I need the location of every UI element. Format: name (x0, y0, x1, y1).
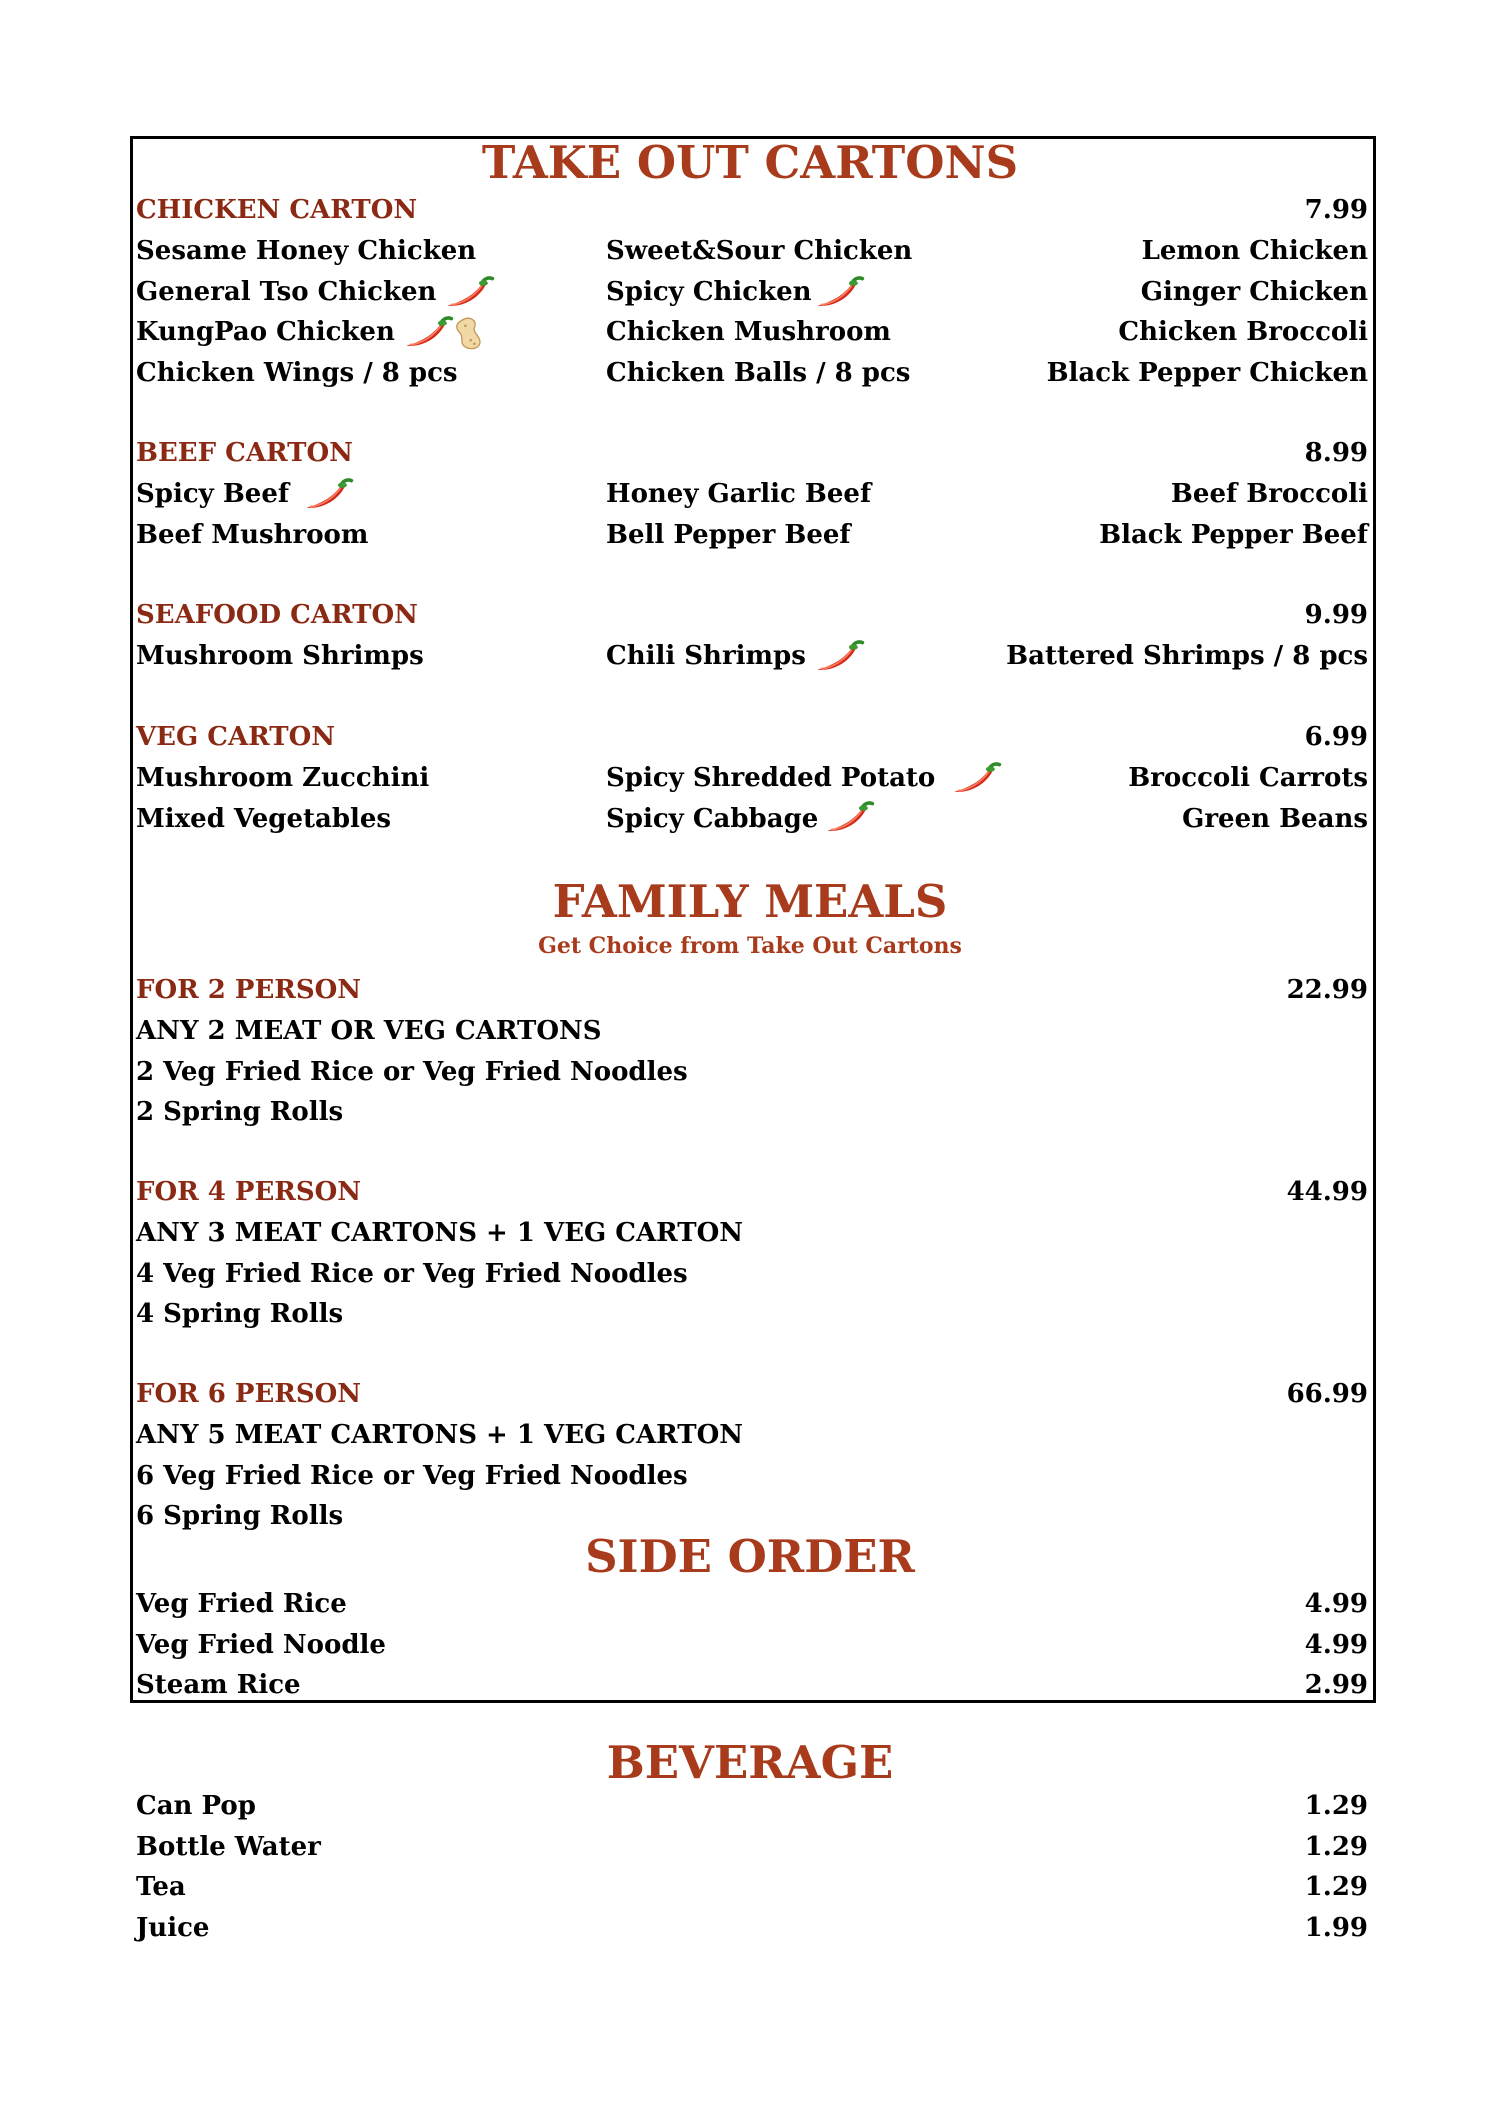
menu-item: Broccoli Carrots (1128, 763, 1368, 793)
beverage-item-price: 1.29 (1304, 1791, 1368, 1821)
family-6-label: FOR 6 PERSON (136, 1379, 362, 1409)
side-item-price: 2.99 (1304, 1670, 1368, 1700)
meal-line: 2 Spring Rolls (136, 1097, 344, 1127)
menu-item: Sesame Honey Chicken (136, 236, 477, 266)
meal-line: ANY 2 MEAT OR VEG CARTONS (136, 1016, 602, 1046)
menu-item: General Tso Chicken (136, 272, 496, 312)
chili-pepper-icon (401, 314, 455, 352)
chicken-carton-label: CHICKEN CARTON (136, 195, 418, 225)
menu-item: Mixed Vegetables (136, 804, 392, 834)
family-4-price: 44.99 (1286, 1177, 1368, 1207)
side-item-name: Veg Fried Noodle (136, 1630, 386, 1660)
take-out-cartons-heading: TAKE OUT CARTONS (481, 136, 1019, 189)
menu-item: Mushroom Shrimps (136, 641, 424, 671)
beef-carton-label: BEEF CARTON (136, 438, 353, 468)
meal-line: 4 Veg Fried Rice or Veg Fried Noodles (136, 1259, 688, 1289)
family-meals-subtitle: Get Choice from Take Out Cartons (538, 933, 962, 959)
meal-line: 6 Spring Rolls (136, 1501, 344, 1531)
menu-item: Green Beans (1182, 804, 1368, 834)
menu-item: Beef Broccoli (1170, 479, 1368, 509)
veg-carton-price: 6.99 (1304, 722, 1368, 752)
menu-item: KungPao Chicken (136, 312, 487, 352)
beverage-item-name: Can Pop (136, 1791, 256, 1821)
menu-item: Chili Shrimps (606, 636, 866, 676)
menu-item: Black Pepper Beef (1099, 520, 1368, 550)
menu-item: Lemon Chicken (1141, 236, 1368, 266)
menu-item: Honey Garlic Beef (606, 479, 872, 509)
meal-line: ANY 5 MEAT CARTONS + 1 VEG CARTON (136, 1420, 744, 1450)
veg-carton-label: VEG CARTON (136, 722, 336, 752)
seafood-carton-price: 9.99 (1304, 600, 1368, 630)
chili-pepper-icon (812, 274, 866, 312)
beverage-item-price: 1.99 (1304, 1913, 1368, 1943)
chili-pepper-icon (949, 760, 1003, 798)
chili-pepper-icon (442, 274, 496, 312)
menu-item: Ginger Chicken (1140, 277, 1368, 307)
beverage-heading: BEVERAGE (606, 1736, 894, 1789)
side-item-name: Steam Rice (136, 1670, 301, 1700)
beverage-item-name: Bottle Water (136, 1832, 321, 1862)
chicken-carton-price: 7.99 (1304, 195, 1368, 225)
menu-item: Spicy Chicken (606, 272, 866, 312)
menu-item: Spicy Cabbage (606, 799, 876, 839)
chili-pepper-icon (812, 638, 866, 676)
menu-item: Beef Mushroom (136, 520, 369, 550)
family-2-label: FOR 2 PERSON (136, 975, 362, 1005)
family-meals-heading: FAMILY MEALS (552, 875, 948, 928)
menu-item: Black Pepper Chicken (1046, 358, 1368, 388)
meal-line: 2 Veg Fried Rice or Veg Fried Noodles (136, 1057, 688, 1087)
meal-line: 6 Veg Fried Rice or Veg Fried Noodles (136, 1461, 688, 1491)
side-item-price: 4.99 (1304, 1630, 1368, 1660)
meal-line: 4 Spring Rolls (136, 1299, 344, 1329)
menu-item: Chicken Wings / 8 pcs (136, 358, 458, 388)
beverage-item-price: 1.29 (1304, 1872, 1368, 1902)
menu-item: Spicy Shredded Potato (606, 758, 1003, 798)
side-item-price: 4.99 (1304, 1589, 1368, 1619)
family-4-label: FOR 4 PERSON (136, 1177, 362, 1207)
menu-item: Mushroom Zucchini (136, 763, 430, 793)
menu-item: Bell Pepper Beef (606, 520, 851, 550)
chili-pepper-icon (822, 799, 876, 837)
seafood-carton-label: SEAFOOD CARTON (136, 600, 418, 630)
side-order-heading: SIDE ORDER (585, 1530, 915, 1583)
menu-item: Spicy Beef (136, 474, 355, 514)
meal-line: ANY 3 MEAT CARTONS + 1 VEG CARTON (136, 1218, 744, 1248)
beverage-item-name: Juice (136, 1913, 210, 1943)
family-2-price: 22.99 (1286, 975, 1368, 1005)
peanut-icon (451, 314, 487, 352)
beef-carton-price: 8.99 (1304, 438, 1368, 468)
menu-item: Sweet&Sour Chicken (606, 236, 913, 266)
family-6-price: 66.99 (1286, 1379, 1368, 1409)
menu-item: Chicken Broccoli (1118, 317, 1368, 347)
menu-item: Chicken Balls / 8 pcs (606, 358, 911, 388)
side-item-name: Veg Fried Rice (136, 1589, 347, 1619)
menu-item: Chicken Mushroom (606, 317, 891, 347)
beverage-item-name: Tea (136, 1872, 186, 1902)
beverage-item-price: 1.29 (1304, 1832, 1368, 1862)
menu-item: Battered Shrimps / 8 pcs (1006, 641, 1368, 671)
chili-pepper-icon (301, 476, 355, 514)
